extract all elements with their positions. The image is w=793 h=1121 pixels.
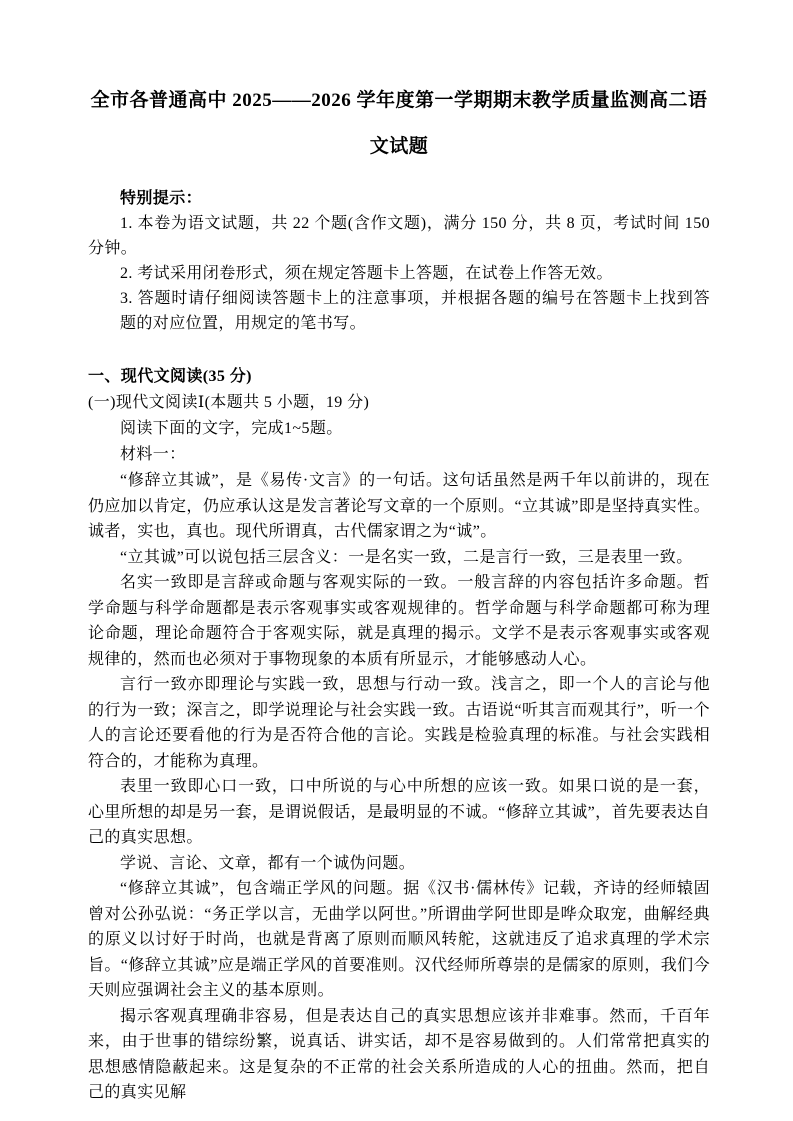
reading-instruction: 阅读下面的文字，完成1~5题。	[120, 420, 343, 437]
notice-item-3: 3. 答题时请仔细阅读答题卡上的注意事项，并根据各题的编号在答题卡上找到答题的对应位置，用规定的笔书写。	[120, 290, 710, 332]
material-one-text	[88, 468, 710, 1106]
special-notice-heading: 特别提示：	[120, 190, 203, 207]
material-paragraph-8: 揭示客观真理确非容易，但是表达自己的真实思想应该并非难事。然而，千百年来，由于世事的错综纷繁，说真话、讲实话，却不是容易做到的。人们常常把真实的思想感情隐蔽起来。这是复杂的不正常的社会关系所造成的人心的扭曲。然而，把自己的真实见解	[88, 1007, 710, 1101]
material-paragraph-5: 表里一致即心口一致，口中所说的与心中所想的应该一致。如果口说的是一套，心里所想的却是另一套，是谓说假话，是最明显的不诚。“修辞立其诚”，首先要表达自己的真实思想。	[88, 778, 710, 846]
special-notice	[88, 186, 710, 336]
notice-item-1: 1. 本卷为语文试题，共 22 个题(含作文题)，满分 150 分，共 8 页，考试时间 150 分钟。	[88, 215, 710, 257]
document-title-line-1: 全市各普通高中 2025——2026 学年度第一学期期末教学质量监测高二语	[90, 90, 708, 111]
notice-item-2: 2. 考试采用闭卷形式，须在规定答题卡上答题，在试卷上作答无效。	[120, 265, 613, 282]
material-paragraph-2: “立其诚”可以说包括三层含义：一是名实一致，二是言行一致，三是表里一致。	[120, 548, 693, 566]
section-one-part-heading: (一)现代文阅读Ⅰ(本题共 5 小题，19 分)	[88, 394, 370, 411]
material-one-label: 材料一：	[120, 446, 186, 463]
material-paragraph-6: 学说、言论、文章，都有一个诚伪问题。	[120, 854, 416, 872]
document-title	[88, 78, 710, 170]
material-paragraph-1: “修辞立其诚”，是《易传·文言》的一句话。这句话虽然是两千年以前讲的，现在仍应加以肯定，仍应承认这是发言著论写文章的一个原则。“立其诚”即是坚持真实性。诚者，实也，真也。现代所谓真，古代儒家谓之为“诚”。	[88, 472, 710, 540]
section-one-heading: 一、现代文阅读(35 分)	[88, 368, 252, 385]
material-paragraph-3: 名实一致即是言辞或命题与客观实际的一致。一般言辞的内容包括许多命题。哲学命题与科学命题都是表示客观事实或客观规律的。哲学命题与科学命题都可称为理论命题，理论命题符合于客观实际，就是真理的揭示。文学不是表示客观事实或客观规律的，然而也必须对于事物现象的本质有所显示，才能够感动人心。	[88, 574, 710, 668]
section-one-modern-reading	[88, 364, 710, 1106]
document-title-line-2: 文试题	[369, 136, 429, 157]
material-paragraph-7: “修辞立其诚”，包含端正学风的问题。据《汉书·儒林传》记载，齐诗的经师辕固曾对公孙弘说：“务正学以言，无曲学以阿世。”所谓曲学阿世即是哗众取宠，曲解经典的原义以讨好于时尚，也就是背离了原则而顺风转舵，这就违反了追求真理的学术宗旨。“修辞立其诚”应是端正学风的首要准则。汉代经师所尊崇的是儒家的原则，我们今天则应强调社会主义的基本原则。	[88, 880, 710, 999]
material-paragraph-4: 言行一致亦即理论与实践一致，思想与行动一致。浅言之，即一个人的言论与他的行为一致；深言之，即学说理论与社会实践一致。古语说“听其言而观其行”，听一个人的言论还要看他的行为是否符合他的言论。实践是检验真理的标准。与社会实践相符合的，才能称为真理。	[88, 676, 710, 770]
